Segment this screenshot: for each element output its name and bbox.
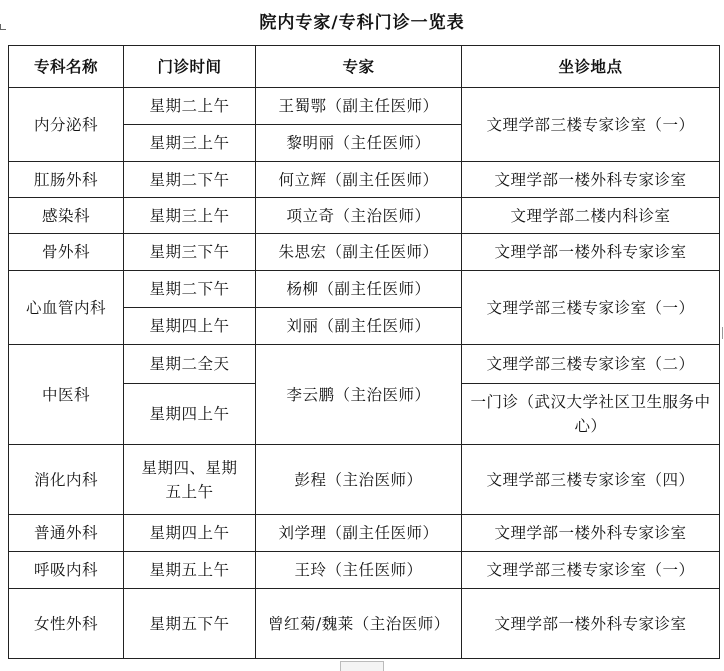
table-row	[9, 589, 720, 659]
expert-cell: 朱思宏（副主任医师）	[256, 234, 462, 271]
location-cell: 文理学部一楼外科专家诊室	[462, 589, 720, 659]
expert-cell: 杨柳（副主任医师）	[256, 271, 462, 308]
expert-cell: 彭程（主治医师）	[256, 445, 462, 515]
expert-cell: 王玲（主任医师）	[256, 552, 462, 589]
table-header-row	[9, 46, 720, 88]
table-row	[9, 234, 720, 271]
expert-cell: 刘丽（副主任医师）	[256, 308, 462, 345]
column-header-location: 坐诊地点	[462, 46, 720, 88]
location-cell: 文理学部二楼内科诊室	[462, 198, 720, 234]
time-cell: 星期五下午	[124, 589, 256, 659]
table-row	[9, 515, 720, 552]
location-cell: 文理学部一楼外科专家诊室	[462, 515, 720, 552]
table-row	[9, 271, 720, 308]
location-cell: 一门诊（武汉大学社区卫生服务中心）	[462, 384, 720, 445]
location-cell: 文理学部一楼外科专家诊室	[462, 234, 720, 271]
dept-cell: 女性外科	[9, 589, 124, 659]
dept-cell: 呼吸内科	[9, 552, 124, 589]
time-cell: 星期三上午	[124, 198, 256, 234]
time-cell: 星期三下午	[124, 234, 256, 271]
time-cell: 星期三上午	[124, 125, 256, 162]
dept-cell: 内分泌科	[9, 88, 124, 162]
time-cell: 星期四上午	[124, 308, 256, 345]
dept-cell: 骨外科	[9, 234, 124, 271]
page-side-mark	[722, 327, 723, 339]
clinic-schedule-table	[8, 45, 720, 659]
location-cell: 文理学部三楼专家诊室（二）	[462, 345, 720, 384]
dept-cell: 肛肠外科	[9, 162, 124, 198]
time-cell: 星期四、星期五上午	[124, 445, 256, 515]
expert-cell: 项立奇（主治医师）	[256, 198, 462, 234]
expert-cell: 李云鹏（主治医师）	[256, 345, 462, 445]
table-row	[9, 445, 720, 515]
location-cell: 文理学部一楼外科专家诊室	[462, 162, 720, 198]
dept-cell: 心血管内科	[9, 271, 124, 345]
column-header-dept: 专科名称	[9, 46, 124, 88]
column-header-time: 门诊时间	[124, 46, 256, 88]
expert-cell: 何立辉（副主任医师）	[256, 162, 462, 198]
table-row	[9, 345, 720, 384]
time-cell: 星期二下午	[124, 271, 256, 308]
location-cell: 文理学部三楼专家诊室（一）	[462, 552, 720, 589]
expert-cell: 黎明丽（主任医师）	[256, 125, 462, 162]
time-cell: 星期五上午	[124, 552, 256, 589]
time-cell: 星期四上午	[124, 384, 256, 445]
table-row	[9, 88, 720, 125]
page-bottom-tab	[340, 661, 384, 671]
expert-cell: 刘学理（副主任医师）	[256, 515, 462, 552]
dept-cell: 中医科	[9, 345, 124, 445]
dept-cell: 感染科	[9, 198, 124, 234]
time-cell: 星期四上午	[124, 515, 256, 552]
time-cell: 星期二上午	[124, 88, 256, 125]
expert-cell: 曾红菊/魏莱（主治医师）	[256, 589, 462, 659]
column-header-expert: 专家	[256, 46, 462, 88]
time-cell: 星期二下午	[124, 162, 256, 198]
location-cell: 文理学部三楼专家诊室（一）	[462, 271, 720, 345]
page-title: 院内专家/专科门诊一览表	[259, 13, 465, 33]
dept-cell: 普通外科	[9, 515, 124, 552]
time-cell: 星期二全天	[124, 345, 256, 384]
table-row	[9, 162, 720, 198]
expert-cell: 王蜀鄂（副主任医师）	[256, 88, 462, 125]
table-row	[9, 198, 720, 234]
dept-cell: 消化内科	[9, 445, 124, 515]
table-row	[9, 552, 720, 589]
location-cell: 文理学部三楼专家诊室（一）	[462, 88, 720, 162]
location-cell: 文理学部三楼专家诊室（四）	[462, 445, 720, 515]
